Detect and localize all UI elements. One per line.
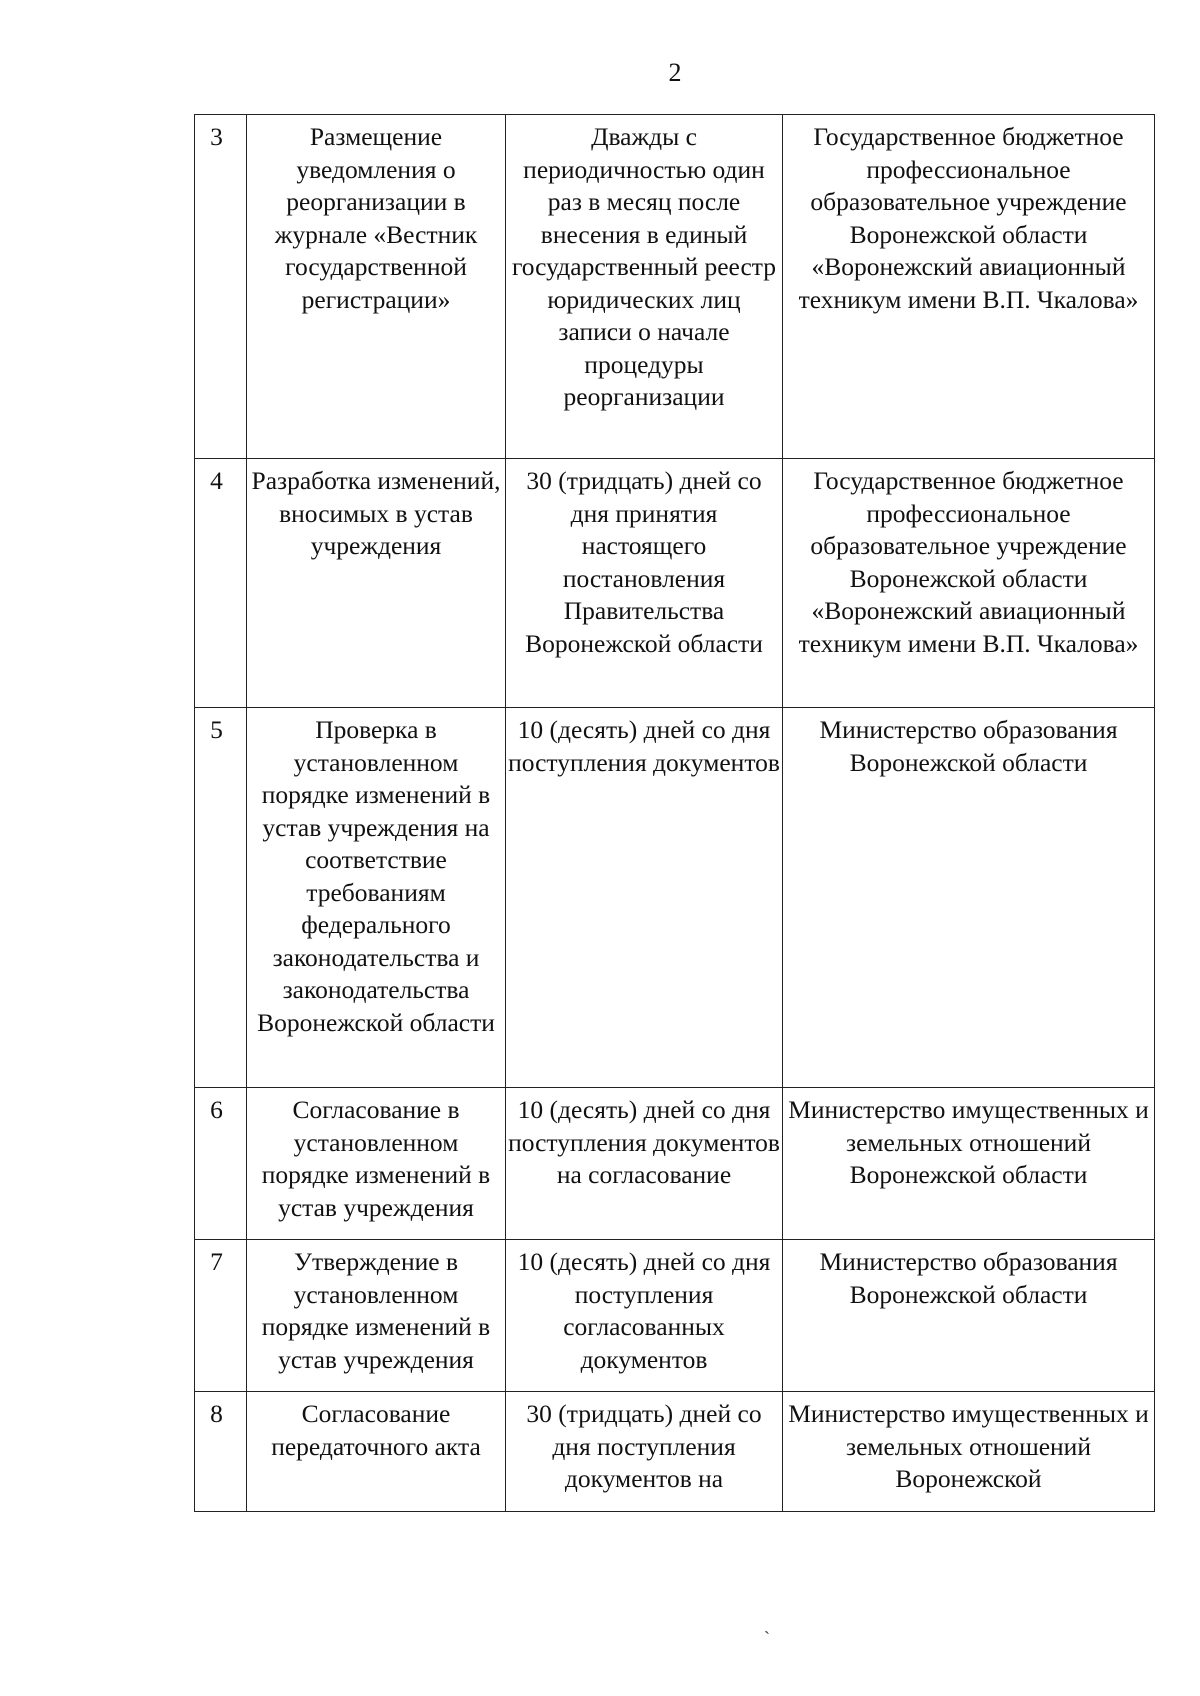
action-cell: Размещение уведомления о реорганизации в журнале «Вестник государственной регистрации» [247,115,506,459]
responsible-cell: Министерство образования Воронежской области [783,708,1155,1088]
table-row [195,1088,1155,1240]
responsible-cell: Министерство образования Воронежской области [783,1240,1155,1392]
term-cell: Дважды с периодичностью один раз в месяц после внесения в единый государственный реестр юридических лиц записи о начале процедуры реорганизации [506,115,783,459]
responsible-cell: Министерство имущественных и земельных отношений Воронежской [783,1392,1155,1512]
scan-speck: ` [764,1628,770,1648]
term-cell: 30 (тридцать) дней со дня принятия настоящего постановления Правительства Воронежской области [506,459,783,708]
term-cell: 10 (десять) дней со дня поступления согласованных документов [506,1240,783,1392]
responsible-cell: Государственное бюджетное профессиональное образовательное учреждение Воронежской области «Воронежский авиационный техникум имени В.П. Чкалова» [783,115,1155,459]
term-cell: 10 (десять) дней со дня поступления документов на согласование [506,1088,783,1240]
row-number: 8 [195,1392,247,1512]
action-cell: Проверка в установленном порядке изменений в устав учреждения на соответствие требованиям федерального законодательства и законодательства Воронежской области [247,708,506,1088]
table-row [195,459,1155,708]
responsible-cell: Министерство имущественных и земельных отношений Воронежской области [783,1088,1155,1240]
term-cell: 30 (тридцать) дней со дня поступления документов на [506,1392,783,1512]
responsible-cell: Государственное бюджетное профессиональное образовательное учреждение Воронежской области «Воронежский авиационный техникум имени В.П. Чкалова» [783,459,1155,708]
table-row [195,1240,1155,1392]
row-number: 4 [195,459,247,708]
reorganization-plan-table [194,114,1155,1512]
row-number: 3 [195,115,247,459]
action-cell: Согласование в установленном порядке изменений в устав учреждения [247,1088,506,1240]
table-row [195,1392,1155,1512]
term-cell: 10 (десять) дней со дня поступления документов [506,708,783,1088]
action-cell: Согласование передаточного акта [247,1392,506,1512]
row-number: 7 [195,1240,247,1392]
action-cell: Утверждение в установленном порядке изменений в устав учреждения [247,1240,506,1392]
table-row [195,115,1155,459]
row-number: 6 [195,1088,247,1240]
row-number: 5 [195,708,247,1088]
table-row [195,708,1155,1088]
page-number: 2 [668,58,682,87]
action-cell: Разработка изменений, вносимых в устав учреждения [247,459,506,708]
